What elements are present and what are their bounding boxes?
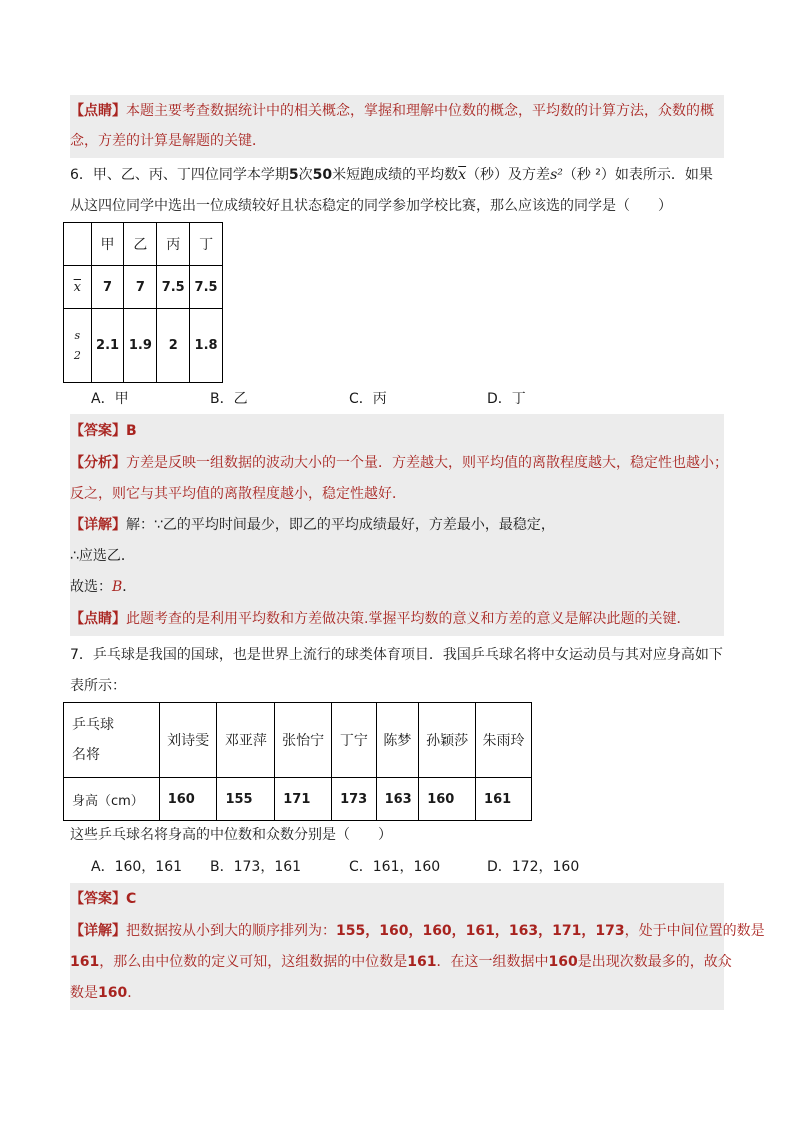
answer-tag: 【答案】 <box>70 891 126 907</box>
q6-text: （秒 ²）如表所示．如果 <box>562 167 713 183</box>
q6-text: （秒）及方差 <box>466 167 551 183</box>
answer-value: B <box>126 423 137 439</box>
height-label-cell: 身高（cm） <box>64 778 160 821</box>
q6-stem-line1 <box>70 160 724 190</box>
detail-text: 故选： <box>70 579 112 595</box>
detail-text: 是出现次数最多的，故众 <box>577 954 732 970</box>
detail-text: 解：∵乙的平均时间最少，即乙的平均成绩最好，方差最小，最稳定， <box>126 517 555 533</box>
q7-option-a: A．160，161 <box>91 859 183 875</box>
q6-detail-line2: ∴应选乙． <box>70 548 135 564</box>
q7-answer-line <box>70 884 724 914</box>
q5-comment-line2: 念，方差的计算是解题的关键． <box>70 133 266 149</box>
table-cell: 7 <box>124 266 157 309</box>
table-header-cell: 甲 <box>91 223 124 266</box>
q6-text: 米短跑成绩的平均数 <box>332 167 459 183</box>
square-symbol: 2 <box>73 348 81 362</box>
height-cell: 173 <box>332 778 377 821</box>
height-cell: 155 <box>217 778 275 821</box>
detail-text: ． <box>127 985 142 1001</box>
player-name-cell: 丁宁 <box>332 703 377 778</box>
header-label-line1: 乒乓球 <box>72 717 114 733</box>
x-bar-symbol: $\overline{x}$ <box>73 279 81 295</box>
q7-detail-line2 <box>70 947 732 977</box>
row-label-xbar <box>64 266 92 309</box>
detail-choice: B <box>112 579 123 595</box>
analysis-tag: 【分析】 <box>70 455 126 471</box>
header-label-line2: 名将 <box>72 747 100 763</box>
q6-option-c: C．丙 <box>349 391 387 407</box>
detail-text: 数是 <box>70 985 98 1001</box>
row-label-s2 <box>64 309 92 383</box>
table-cell: 2.1 <box>91 309 124 383</box>
detail-tag: 【详解】 <box>70 517 126 533</box>
table-header-cell: 丙 <box>157 223 190 266</box>
analysis-text: 方差是反映一组数据的波动大小的一个量．方差越大，则平均值的离散程度越大，稳定性也越小； <box>126 455 728 471</box>
q7-option-b: B．173，161 <box>210 859 302 875</box>
q6-number: 5 <box>288 167 299 183</box>
detail-text: ，那么由中位数的定义可知，这组数据的中位数是 <box>99 954 408 970</box>
header-label-cell <box>64 703 160 778</box>
q6-stem-line2: 从这四位同学中选出一位成绩较好且状态稳定的同学参加学校比赛，那么应该选的同学是（ ） <box>70 198 672 214</box>
q6-number: 50 <box>312 167 333 183</box>
q7-option-d: D．172，160 <box>487 859 580 875</box>
detail-tag: 【详解】 <box>70 923 126 939</box>
table-cell: 1.8 <box>190 309 223 383</box>
table-cell: 1.9 <box>124 309 157 383</box>
detail-number: 160 <box>98 985 128 1001</box>
height-cell: 160 <box>419 778 476 821</box>
height-cell: 171 <box>275 778 332 821</box>
table-cell: 2 <box>157 309 190 383</box>
q7-question: 这些乒乓球名将身高的中位数和众数分别是（ ） <box>70 827 392 843</box>
s-squared-symbol: s² <box>550 167 563 183</box>
detail-text: 把数据按从小到大的顺序排列为： <box>126 923 336 939</box>
q5-comment-line1 <box>70 96 724 126</box>
q6-answer-line <box>70 416 724 446</box>
q6-table <box>63 222 223 383</box>
q6-option-a: A．甲 <box>91 391 129 407</box>
table-cell: 7.5 <box>157 266 190 309</box>
detail-text: ． <box>122 579 137 595</box>
answer-value: C <box>126 891 137 907</box>
table-cell: 7 <box>91 266 124 309</box>
s-symbol: s <box>74 328 81 342</box>
q6-comment-line <box>70 604 724 634</box>
comment-tag: 【点睛】 <box>70 611 126 627</box>
q7-stem-line1: 7．乒乓球是我国的国球，也是世界上流行的球类体育项目．我国乒乓球名将中女运动员与其对应身高如下 <box>70 647 723 663</box>
q7-table <box>63 702 532 821</box>
detail-number: 161 <box>70 954 100 970</box>
q6-detail-line1 <box>70 510 724 540</box>
table-header-cell: 丁 <box>190 223 223 266</box>
player-name-cell: 陈梦 <box>376 703 419 778</box>
table-corner-cell <box>64 223 92 266</box>
detail-number: 160 <box>548 954 578 970</box>
player-name-cell: 张怡宁 <box>275 703 332 778</box>
height-cell: 163 <box>376 778 419 821</box>
table-cell: 7.5 <box>190 266 223 309</box>
height-cell: 161 <box>476 778 532 821</box>
answer-tag: 【答案】 <box>70 423 126 439</box>
q7-option-c: C．161，160 <box>349 859 441 875</box>
detail-text: ，处于中间位置的数是 <box>624 923 765 939</box>
q7-detail-line1 <box>70 916 765 946</box>
comment-text: 本题主要考查数据统计中的相关概念，掌握和理解中位数的概念，平均数的计算方法，众数的概 <box>126 103 714 119</box>
detail-numbers: 155，160，160，161，163，171，173 <box>336 923 625 939</box>
player-name-cell: 孙颖莎 <box>419 703 476 778</box>
q6-text: 次 <box>298 167 313 183</box>
detail-text: ．在这一组数据中 <box>436 954 549 970</box>
comment-tag: 【点睛】 <box>70 103 126 119</box>
player-name-cell: 邓亚萍 <box>217 703 275 778</box>
q6-analysis-line2: 反之，则它与其平均值的离散程度越小，稳定性越好． <box>70 486 406 502</box>
comment-text: 此题考查的是利用平均数和方差做决策.掌握平均数的意义和方差的意义是解决此题的关键． <box>126 611 691 627</box>
q6-text: 6．甲、乙、丙、丁四位同学本学期 <box>70 167 289 183</box>
q6-detail-line3 <box>70 572 724 602</box>
q6-option-d: D．丁 <box>487 391 526 407</box>
q7-detail-line3 <box>70 978 724 1008</box>
q6-analysis-line1 <box>70 448 728 478</box>
player-name-cell: 朱雨玲 <box>476 703 532 778</box>
x-bar-symbol: $\overline{x}$ <box>458 167 467 183</box>
detail-number: 161 <box>407 954 437 970</box>
table-header-cell: 乙 <box>124 223 157 266</box>
height-cell: 160 <box>159 778 217 821</box>
player-name-cell: 刘诗雯 <box>159 703 217 778</box>
q7-stem-line2: 表所示： <box>70 678 126 694</box>
q6-option-b: B．乙 <box>210 391 248 407</box>
